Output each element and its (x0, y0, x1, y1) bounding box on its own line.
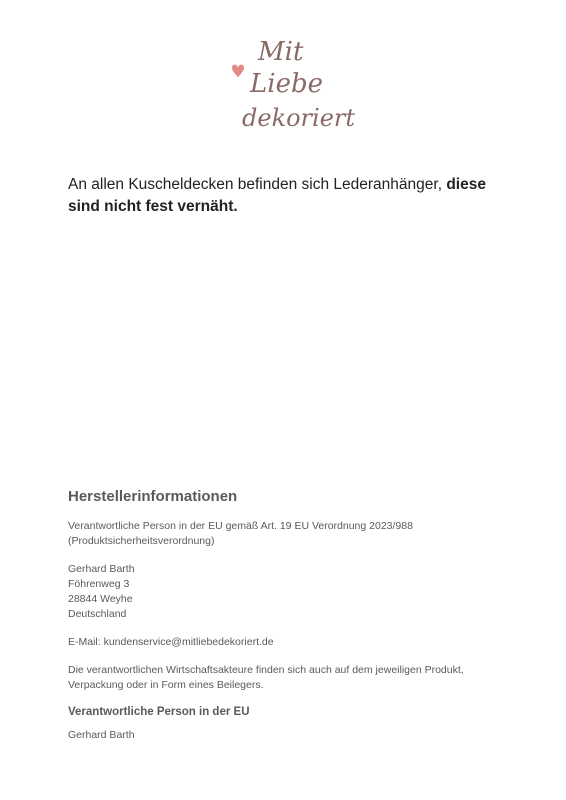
contact-name: Gerhard Barth (68, 563, 135, 575)
logo-text-dekoriert: dekoriert (242, 104, 356, 132)
logo-text-mit: Mit (258, 37, 304, 67)
contact-email: E-Mail: kundenservice@mitliebedekoriert.de (68, 636, 274, 648)
manufacturer-info (68, 488, 508, 743)
responsible-line-1: Verantwortliche Person in der EU gemäß Art. 19 EU Verordnung 2023/988 (68, 520, 413, 532)
notice-bold-text: diese sind nicht fest vernäht. (68, 176, 486, 215)
logo-graphic (228, 34, 356, 134)
logo-text-liebe: Liebe (250, 69, 323, 99)
contact-country: Deutschland (68, 608, 127, 620)
eu-person-name: Gerhard Barth (68, 729, 135, 741)
leather-tag-notice (68, 174, 508, 218)
eu-person-heading: Verantwortliche Person in der EU (68, 706, 250, 718)
heart-icon (232, 65, 244, 78)
operators-note-line-1: Die verantwortlichen Wirtschaftsakteure finden sich auch auf dem jeweiligen Produkt, (68, 664, 464, 676)
manufacturer-heading: Herstellerinformationen (68, 488, 238, 505)
contact-city: 28844 Weyhe (68, 593, 133, 605)
brand-logo (228, 34, 356, 134)
contact-street: Föhrenweg 3 (68, 578, 130, 590)
notice-text: An allen Kuscheldecken befinden sich Lederanhänger, (68, 176, 447, 193)
responsible-line-2: (Produktsicherheitsverordnung) (68, 535, 215, 547)
operators-note-line-2: Verpackung oder in Form eines Beilegers. (68, 679, 264, 691)
